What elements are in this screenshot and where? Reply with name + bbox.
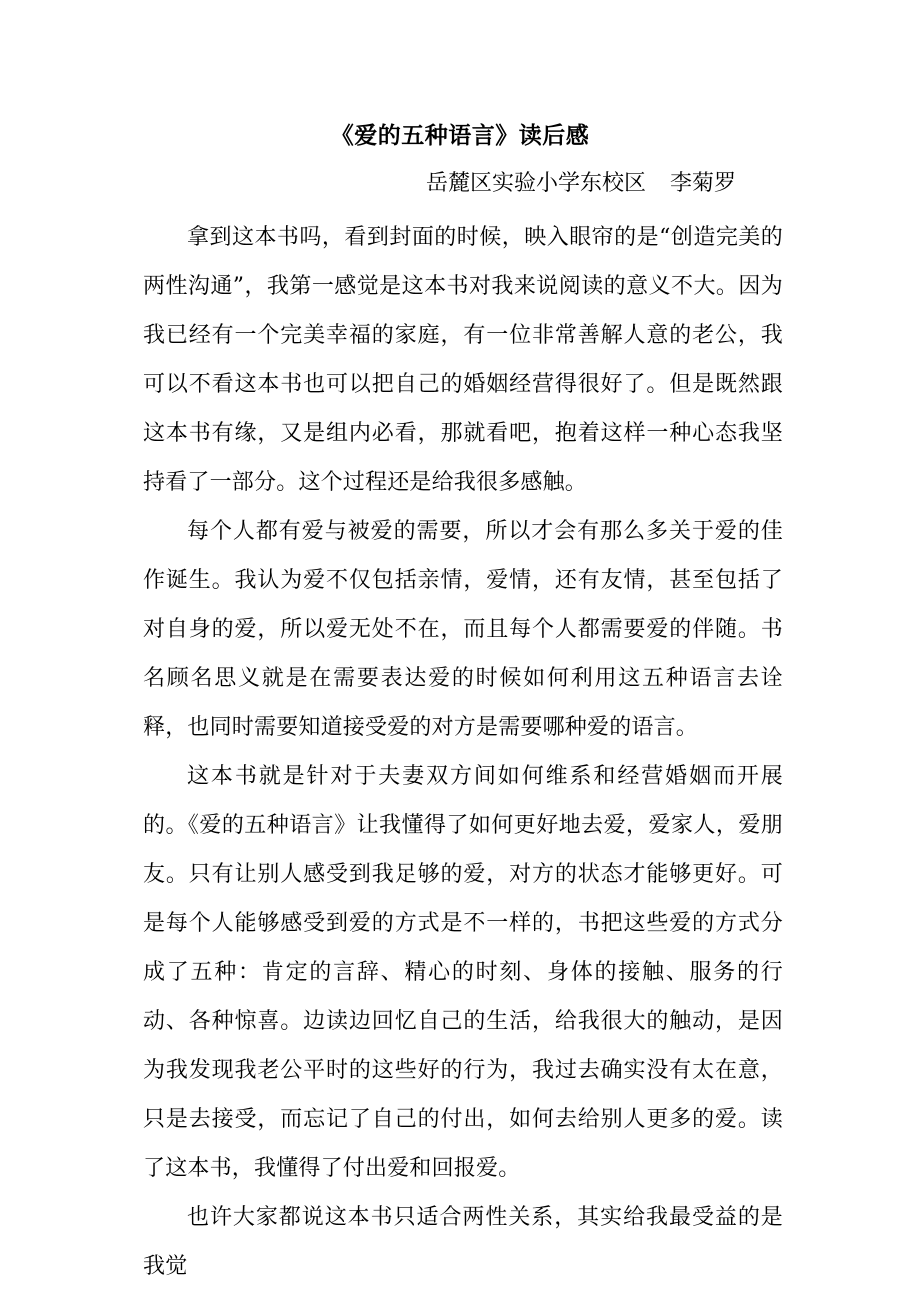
paragraph-3: 这本书就是针对于夫妻双方间如何维系和经营婚姻而开展的。《爱的五种语言》让我懂得了如何更好地去爱，爱家人，爱朋友。只有让别人感受到我足够的爱，对方的状态才能够更好。可是每个人能够感受到爱的方式是不一样的，书把这些爱的方式分成了五种：肯定的言辞、精心的时刻、身体的接触、服务的行动、各种惊喜。边读边回忆自己的生活，给我很大的触动，是因为我发现我老公平时的这些好的行为，我过去确实没有太在意，只是去接受，而忘记了自己的付出，如何去给别人更多的爱。读了这本书，我懂得了付出爱和回报爱。 — [143, 764, 783, 1181]
byline — [0, 166, 736, 202]
body-text — [143, 213, 783, 1291]
author-name: 李菊罗 — [669, 171, 736, 196]
school-name: 岳麓区实验小学东校区 — [425, 171, 646, 196]
paragraph-1: 拿到这本书吗，看到封面的时候，映入眼帘的是“创造完美的两性沟通”，我第一感觉是这本书对我来说阅读的意义不大。因为我已经有一个完美幸福的家庭，有一位非常善解人意的老公，我可以不看这本书也可以把自己的婚姻经营得很好了。但是既然跟这本书有缘，又是组内必看，那就看吧，抱着这样一种心态我坚持看了一部分。这个过程还是给我很多感触。 — [143, 225, 783, 495]
paragraph-4: 也许大家都说这本书只适合两性关系，其实给我最受益的是我觉 — [143, 1205, 783, 1279]
document-title: 《爱的五种语言》读后感 — [330, 122, 590, 149]
paragraph-2: 每个人都有爱与被爱的需要，所以才会有那么多关于爱的佳作诞生。我认为爱不仅包括亲情，爱情，还有友情，甚至包括了对自身的爱，所以爱无处不在，而且每个人都需要爱的伴随。书名顾名思义就是在需要表达爱的时候如何利用这五种语言去诠释，也同时需要知道接受爱的对方是需要哪种爱的语言。 — [143, 519, 783, 740]
